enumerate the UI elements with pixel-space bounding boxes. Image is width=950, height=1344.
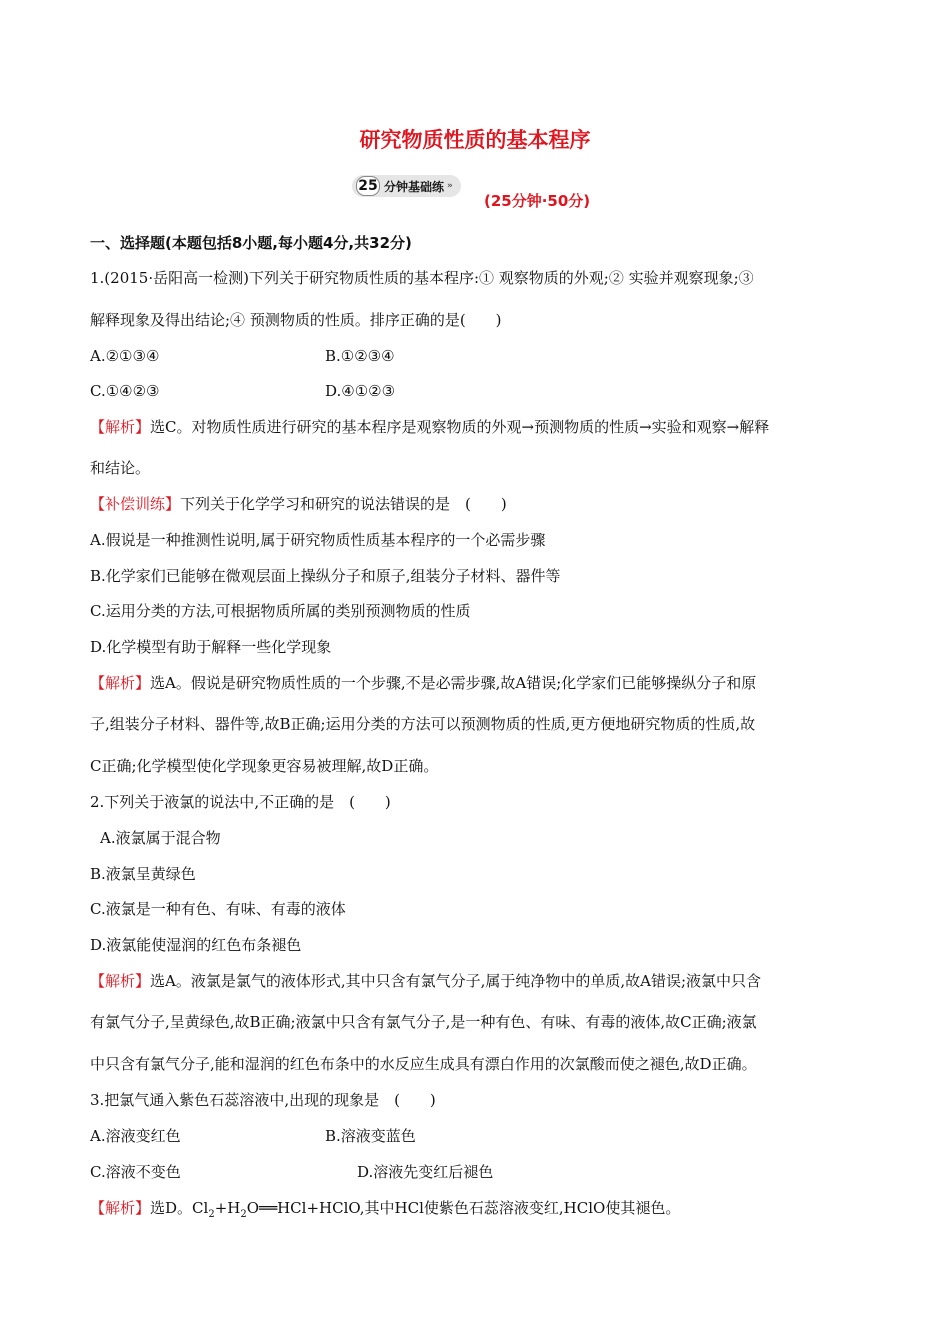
badge-label: 分钟基础练 <box>384 179 445 194</box>
supp-analysis <box>90 673 756 693</box>
q2-option-a: A.液氯属于混合物 <box>100 829 221 847</box>
q3-option-b: B.溶液变蓝色 <box>325 1127 416 1145</box>
supp-stem <box>90 494 507 514</box>
analysis-tag: 【解析】 <box>90 972 151 990</box>
q2-option-d: D.液氯能使湿润的红色布条褪色 <box>90 936 302 954</box>
supp-analysis-line2: 子,组装分子材料、器件等,故B正确;运用分类的方法可以预测物质的性质,更方便地研究物质的性质,故 <box>90 715 756 733</box>
q1-options-row1 <box>90 346 590 366</box>
q3-options-row2 <box>90 1162 590 1182</box>
analysis-tag: 【解析】 <box>90 418 151 436</box>
q1-analysis-line2: 和结论。 <box>90 459 151 477</box>
q1-option-c: C.①④②③ <box>90 382 160 400</box>
q3-analysis-text-pre: 选D。Cl <box>150 1199 209 1217</box>
q3-analysis-text-mid2: O══HCl+HClO,其中HCl使紫色石蕊溶液变红,HClO使其褪色。 <box>246 1199 681 1217</box>
q3-option-a: A.溶液变红色 <box>90 1127 181 1145</box>
supp-stem-text: 下列关于化学学习和研究的说法错误的是 ( ) <box>180 495 507 513</box>
supp-option-b: B.化学家们已能够在微观层面上操纵分子和原子,组装分子材料、器件等 <box>90 567 561 585</box>
q2-analysis <box>90 971 761 991</box>
supp-option-c: C.运用分类的方法,可根据物质所属的类别预测物质的性质 <box>90 602 471 620</box>
section-heading: 一、选择题(本题包括8小题,每小题4分,共32分) <box>90 234 412 252</box>
q1-option-d: D.④①②③ <box>325 382 396 400</box>
q3-option-c: C.溶液不变色 <box>90 1163 181 1181</box>
q1-analysis-text: 选C。对物质性质进行研究的基本程序是观察物质的外观→预测物质的性质→实验和观察→解释 <box>150 418 770 436</box>
q2-analysis-line2: 有氯气分子,呈黄绿色,故B正确;液氯中只含有氯气分子,是一种有色、有味、有毒的液体,故C正确;液氯 <box>90 1013 757 1031</box>
q2-option-b: B.液氯呈黄绿色 <box>90 865 196 883</box>
analysis-tag: 【解析】 <box>90 1199 151 1217</box>
timing-info: (25分钟·50分) <box>484 192 591 210</box>
subscript: 2 <box>208 1209 215 1220</box>
analysis-tag: 【解析】 <box>90 674 151 692</box>
q3-stem: 3.把氯气通入紫色石蕊溶液中,出现的现象是 ( ) <box>90 1091 436 1109</box>
q1-options-row2 <box>90 381 590 401</box>
q3-analysis-text-mid1: +H <box>214 1199 241 1217</box>
subscript: 2 <box>240 1209 247 1220</box>
q2-analysis-line3: 中只含有氯气分子,能和湿润的红色布条中的水反应生成具有漂白作用的次氯酸而使之褪色,故D正确。 <box>90 1055 757 1073</box>
page-title: 研究物质性质的基本程序 <box>359 128 591 152</box>
q1-option-b: B.①②③④ <box>325 347 395 365</box>
supp-analysis-line3: C正确;化学模型使化学现象更容易被理解,故D正确。 <box>90 757 439 775</box>
q3-analysis <box>90 1198 680 1225</box>
double-chevron-icon: » <box>447 181 453 191</box>
q2-option-c: C.液氯是一种有色、有味、有毒的液体 <box>90 900 346 918</box>
q1-option-a: A.②①③④ <box>90 347 160 365</box>
q2-stem: 2.下列关于液氯的说法中,不正确的是 ( ) <box>90 793 391 811</box>
q1-stem-line2: 解释现象及得出结论;④ 预测物质的性质。排序正确的是( ) <box>90 311 502 329</box>
supp-tag: 【补偿训练】 <box>90 495 181 513</box>
q1-analysis <box>90 417 769 437</box>
badge-number: 25 <box>356 176 380 196</box>
supp-option-a: A.假说是一种推测性说明,属于研究物质性质基本程序的一个必需步骤 <box>90 531 546 549</box>
q2-analysis-text: 选A。液氯是氯气的液体形式,其中只含有氯气分子,属于纯净物中的单质,故A错误;液氯中只含 <box>150 972 762 990</box>
supp-analysis-text: 选A。假说是研究物质性质的一个步骤,不是必需步骤,故A错误;化学家们已能够操纵分子和原 <box>150 674 757 692</box>
practice-badge <box>352 175 461 199</box>
q3-options-row1 <box>90 1126 590 1146</box>
q3-option-d: D.溶液先变红后褪色 <box>357 1163 494 1181</box>
q1-stem-line1: 1.(2015·岳阳高一检测)下列关于研究物质性质的基本程序:① 观察物质的外观;② 实验并观察现象;③ <box>90 269 754 287</box>
supp-option-d: D.化学模型有助于解释一些化学现象 <box>90 638 332 656</box>
